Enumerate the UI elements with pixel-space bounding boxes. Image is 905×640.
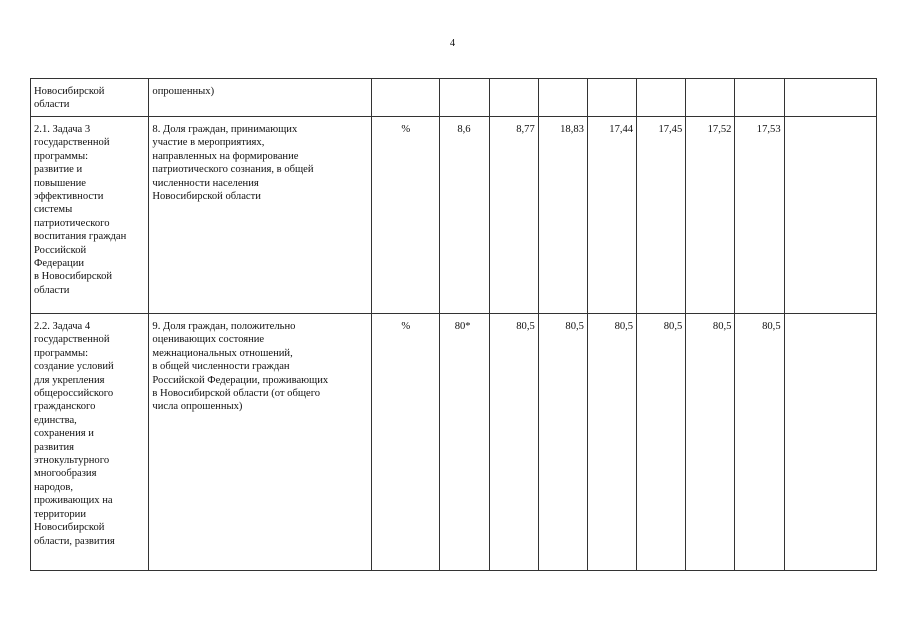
task-cell: 2.1. Задача 3 государственной программы: развитие и повышение эффективности системы патриотического воспитания граждан Российской Федерации в Новосибирской области [31, 117, 149, 314]
value-cell: 17,52 [686, 117, 735, 314]
value-cell [489, 79, 538, 117]
value-cell: 80,5 [587, 314, 636, 571]
value-cell: 18,83 [538, 117, 587, 314]
value-cell [686, 79, 735, 117]
value-cell [784, 117, 876, 314]
value-cell: 80,5 [637, 314, 686, 571]
indicator-cell: опрошенных) [149, 79, 372, 117]
value-cell: 80,5 [686, 314, 735, 571]
value-cell: 17,45 [637, 117, 686, 314]
table-row [31, 314, 877, 571]
value-cell: 17,53 [735, 117, 784, 314]
page-number: 4 [449, 38, 456, 49]
value-cell: 80,5 [735, 314, 784, 571]
value-cell [735, 79, 784, 117]
value-cell [784, 79, 876, 117]
value-cell [784, 314, 876, 571]
unit-cell: % [372, 117, 440, 314]
task-cell: 2.2. Задача 4 государственной программы: создание условий для укрепления общероссийского гражданского единства, сохранения и развития этнокультурного многообразия народов, проживающих на территории Новосибирской области, развития [31, 314, 149, 571]
table-row [31, 117, 877, 314]
value-cell [440, 79, 489, 117]
indicator-cell: 9. Доля граждан, положительно оценивающих состояние межнациональных отношений, в общей численности граждан Российской Федерации, проживающих в Новосибирской области (от общего числа опрошенных) [149, 314, 372, 571]
value-cell: 80,5 [489, 314, 538, 571]
value-cell [538, 79, 587, 117]
value-cell: 8,6 [440, 117, 489, 314]
value-cell: 80,5 [538, 314, 587, 571]
value-cell [637, 79, 686, 117]
unit-cell: % [372, 314, 440, 571]
value-cell: 8,77 [489, 117, 538, 314]
indicator-cell: 8. Доля граждан, принимающих участие в мероприятиях, направленных на формирование патриотического сознания, в общей численности населения Новосибирской области [149, 117, 372, 314]
task-cell: Новосибирской области [31, 79, 149, 117]
table-row [31, 79, 877, 117]
value-cell: 17,44 [587, 117, 636, 314]
indicators-table [30, 78, 877, 571]
value-cell: 80* [440, 314, 489, 571]
value-cell [587, 79, 636, 117]
unit-cell [372, 79, 440, 117]
